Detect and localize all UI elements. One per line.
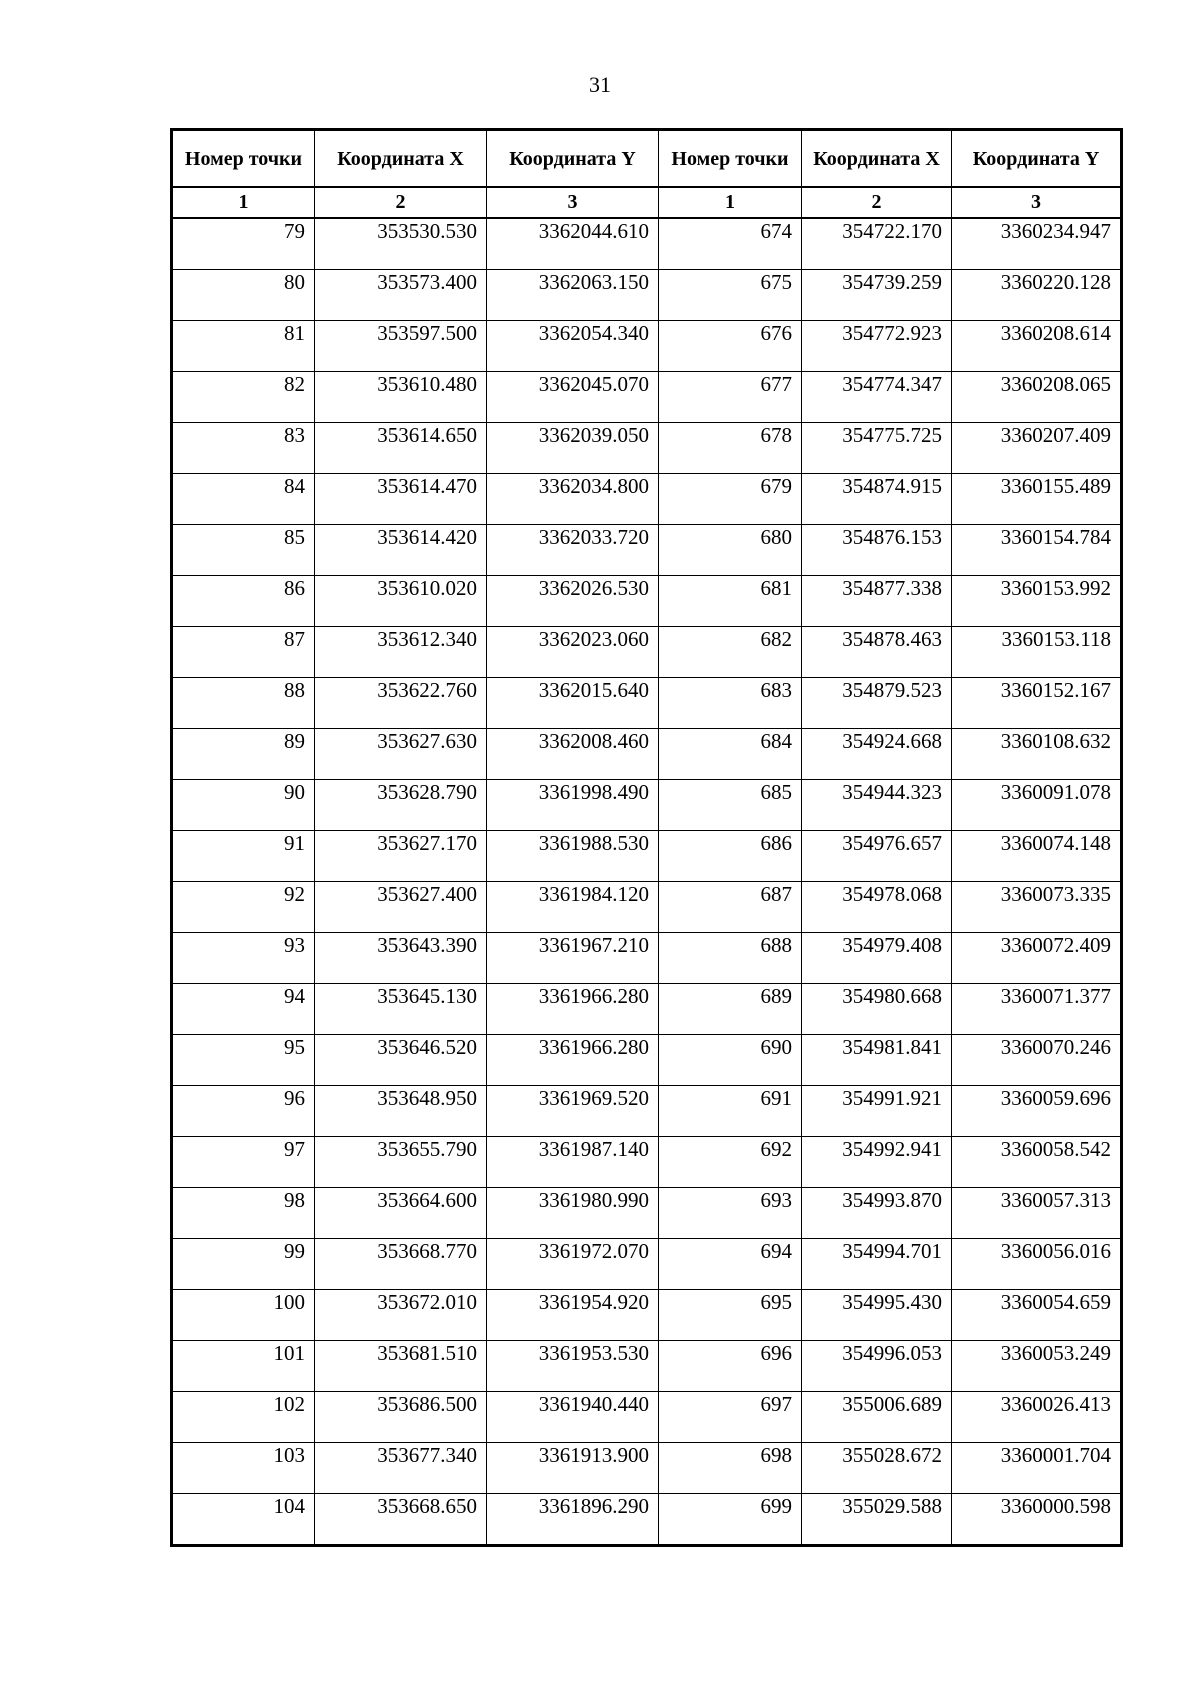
table-row — [172, 1494, 1122, 1546]
coordinate-y-cell: 3360234.947 — [952, 218, 1122, 270]
point-number-cell: 698 — [659, 1443, 802, 1494]
point-number-cell: 674 — [659, 218, 802, 270]
point-number-cell: 693 — [659, 1188, 802, 1239]
header-coordinate-x: Координата X — [315, 130, 487, 188]
point-number-cell: 676 — [659, 321, 802, 372]
coordinate-y-cell: 3360074.148 — [952, 831, 1122, 882]
coordinate-x-cell: 353628.790 — [315, 780, 487, 831]
coordinate-y-cell: 3360220.128 — [952, 270, 1122, 321]
column-number: 3 — [952, 187, 1122, 218]
coordinate-x-cell: 354976.657 — [802, 831, 952, 882]
coordinate-x-cell: 354979.408 — [802, 933, 952, 984]
point-number-cell: 85 — [172, 525, 315, 576]
coordinate-x-cell: 354876.153 — [802, 525, 952, 576]
point-number-cell: 93 — [172, 933, 315, 984]
table-row — [172, 882, 1122, 933]
coordinate-y-cell: 3362044.610 — [487, 218, 659, 270]
coordinate-y-cell: 3361966.280 — [487, 1035, 659, 1086]
coordinate-y-cell: 3361954.920 — [487, 1290, 659, 1341]
coordinate-y-cell: 3361953.530 — [487, 1341, 659, 1392]
coordinate-y-cell: 3361966.280 — [487, 984, 659, 1035]
point-number-cell: 97 — [172, 1137, 315, 1188]
coordinate-x-cell: 354722.170 — [802, 218, 952, 270]
table-row — [172, 678, 1122, 729]
column-number: 1 — [172, 187, 315, 218]
table-row — [172, 321, 1122, 372]
coordinate-x-cell: 354772.923 — [802, 321, 952, 372]
point-number-cell: 94 — [172, 984, 315, 1035]
table-row — [172, 474, 1122, 525]
coordinate-x-cell: 354874.915 — [802, 474, 952, 525]
coordinate-x-cell: 353645.130 — [315, 984, 487, 1035]
coordinate-x-cell: 354774.347 — [802, 372, 952, 423]
coordinate-y-cell: 3360071.377 — [952, 984, 1122, 1035]
coordinate-y-cell: 3361940.440 — [487, 1392, 659, 1443]
coordinate-x-cell: 355029.588 — [802, 1494, 952, 1546]
coordinate-y-cell: 3360091.078 — [952, 780, 1122, 831]
coordinate-x-cell: 353668.770 — [315, 1239, 487, 1290]
coordinate-y-cell: 3360053.249 — [952, 1341, 1122, 1392]
table-row — [172, 1188, 1122, 1239]
table-row — [172, 525, 1122, 576]
coordinate-x-cell: 353597.500 — [315, 321, 487, 372]
table-row — [172, 218, 1122, 270]
coordinate-y-cell: 3361988.530 — [487, 831, 659, 882]
coordinate-y-cell: 3360207.409 — [952, 423, 1122, 474]
table-row — [172, 984, 1122, 1035]
header-coordinate-x-2: Координата X — [802, 130, 952, 188]
coordinate-x-cell: 353622.760 — [315, 678, 487, 729]
coordinate-x-cell: 353614.650 — [315, 423, 487, 474]
point-number-cell: 685 — [659, 780, 802, 831]
coordinate-x-cell: 353610.020 — [315, 576, 487, 627]
coordinate-x-cell: 355006.689 — [802, 1392, 952, 1443]
point-number-cell: 80 — [172, 270, 315, 321]
coordinate-y-cell: 3360059.696 — [952, 1086, 1122, 1137]
coordinate-y-cell: 3361998.490 — [487, 780, 659, 831]
coordinate-x-cell: 353677.340 — [315, 1443, 487, 1494]
coordinate-x-cell: 354994.701 — [802, 1239, 952, 1290]
coordinate-x-cell: 354993.870 — [802, 1188, 952, 1239]
point-number-cell: 96 — [172, 1086, 315, 1137]
point-number-cell: 104 — [172, 1494, 315, 1546]
coordinate-x-cell: 353672.010 — [315, 1290, 487, 1341]
point-number-cell: 100 — [172, 1290, 315, 1341]
page-number: 31 — [589, 72, 611, 97]
coordinate-x-cell: 353646.520 — [315, 1035, 487, 1086]
point-number-cell: 84 — [172, 474, 315, 525]
table-row — [172, 729, 1122, 780]
point-number-cell: 83 — [172, 423, 315, 474]
coordinate-x-cell: 354739.259 — [802, 270, 952, 321]
table-row — [172, 423, 1122, 474]
coordinate-x-cell: 353573.400 — [315, 270, 487, 321]
coordinate-y-cell: 3360108.632 — [952, 729, 1122, 780]
table-row — [172, 627, 1122, 678]
coordinate-y-cell: 3361980.990 — [487, 1188, 659, 1239]
point-number-cell: 86 — [172, 576, 315, 627]
point-number-cell: 688 — [659, 933, 802, 984]
coordinate-y-cell: 3360154.784 — [952, 525, 1122, 576]
coordinate-y-cell: 3362045.070 — [487, 372, 659, 423]
coordinate-x-cell: 353627.630 — [315, 729, 487, 780]
coordinate-y-cell: 3360026.413 — [952, 1392, 1122, 1443]
header-coordinate-y: Координата Y — [487, 130, 659, 188]
coordinates-table — [170, 128, 1123, 1547]
table-row — [172, 1086, 1122, 1137]
point-number-cell: 690 — [659, 1035, 802, 1086]
coordinate-y-cell: 3360208.065 — [952, 372, 1122, 423]
coordinate-y-cell: 3361913.900 — [487, 1443, 659, 1494]
coordinate-x-cell: 353610.480 — [315, 372, 487, 423]
coordinate-y-cell: 3362034.800 — [487, 474, 659, 525]
coordinate-y-cell: 3362015.640 — [487, 678, 659, 729]
table-row — [172, 270, 1122, 321]
coordinate-y-cell: 3360054.659 — [952, 1290, 1122, 1341]
point-number-cell: 681 — [659, 576, 802, 627]
table-row — [172, 372, 1122, 423]
table-header-row — [172, 130, 1122, 188]
table-row — [172, 780, 1122, 831]
coordinate-y-cell: 3362033.720 — [487, 525, 659, 576]
table-row — [172, 1443, 1122, 1494]
point-number-cell: 90 — [172, 780, 315, 831]
coordinate-y-cell: 3362054.340 — [487, 321, 659, 372]
column-number: 1 — [659, 187, 802, 218]
coordinate-x-cell: 354775.725 — [802, 423, 952, 474]
point-number-cell: 87 — [172, 627, 315, 678]
coordinate-y-cell: 3361969.520 — [487, 1086, 659, 1137]
point-number-cell: 103 — [172, 1443, 315, 1494]
point-number-cell: 89 — [172, 729, 315, 780]
table-row — [172, 831, 1122, 882]
point-number-cell: 695 — [659, 1290, 802, 1341]
point-number-cell: 689 — [659, 984, 802, 1035]
table-row — [172, 1137, 1122, 1188]
coordinate-x-cell: 353627.170 — [315, 831, 487, 882]
coordinate-x-cell: 354981.841 — [802, 1035, 952, 1086]
coordinate-y-cell: 3360153.118 — [952, 627, 1122, 678]
point-number-cell: 102 — [172, 1392, 315, 1443]
coordinate-y-cell: 3360152.167 — [952, 678, 1122, 729]
coordinate-y-cell: 3360073.335 — [952, 882, 1122, 933]
table-row — [172, 933, 1122, 984]
point-number-cell: 99 — [172, 1239, 315, 1290]
point-number-cell: 82 — [172, 372, 315, 423]
point-number-cell: 697 — [659, 1392, 802, 1443]
coordinate-y-cell: 3362063.150 — [487, 270, 659, 321]
coordinate-y-cell: 3362039.050 — [487, 423, 659, 474]
coordinate-x-cell: 353627.400 — [315, 882, 487, 933]
coordinate-y-cell: 3361896.290 — [487, 1494, 659, 1546]
coordinate-y-cell: 3360000.598 — [952, 1494, 1122, 1546]
coordinate-x-cell: 353686.500 — [315, 1392, 487, 1443]
coordinate-x-cell: 354944.323 — [802, 780, 952, 831]
coordinate-x-cell: 354995.430 — [802, 1290, 952, 1341]
point-number-cell: 679 — [659, 474, 802, 525]
point-number-cell: 95 — [172, 1035, 315, 1086]
coordinate-x-cell: 353668.650 — [315, 1494, 487, 1546]
coordinate-x-cell: 353643.390 — [315, 933, 487, 984]
coordinate-y-cell: 3360070.246 — [952, 1035, 1122, 1086]
header-coordinate-y-2: Координата Y — [952, 130, 1122, 188]
table-row — [172, 576, 1122, 627]
point-number-cell: 678 — [659, 423, 802, 474]
point-number-cell: 696 — [659, 1341, 802, 1392]
column-number: 3 — [487, 187, 659, 218]
point-number-cell: 81 — [172, 321, 315, 372]
point-number-cell: 684 — [659, 729, 802, 780]
column-number: 2 — [802, 187, 952, 218]
point-number-cell: 677 — [659, 372, 802, 423]
point-number-cell: 680 — [659, 525, 802, 576]
point-number-cell: 694 — [659, 1239, 802, 1290]
coordinate-x-cell: 353681.510 — [315, 1341, 487, 1392]
coordinate-y-cell: 3362023.060 — [487, 627, 659, 678]
point-number-cell: 91 — [172, 831, 315, 882]
coordinate-y-cell: 3360155.489 — [952, 474, 1122, 525]
point-number-cell: 692 — [659, 1137, 802, 1188]
point-number-cell: 691 — [659, 1086, 802, 1137]
table-row — [172, 1239, 1122, 1290]
coordinate-x-cell: 353664.600 — [315, 1188, 487, 1239]
coordinate-x-cell: 354924.668 — [802, 729, 952, 780]
point-number-cell: 675 — [659, 270, 802, 321]
point-number-cell: 683 — [659, 678, 802, 729]
table-row — [172, 1290, 1122, 1341]
coordinate-y-cell: 3360001.704 — [952, 1443, 1122, 1494]
coordinate-x-cell: 354978.068 — [802, 882, 952, 933]
coordinate-x-cell: 353655.790 — [315, 1137, 487, 1188]
table-row — [172, 1392, 1122, 1443]
coordinate-x-cell: 354991.921 — [802, 1086, 952, 1137]
point-number-cell: 686 — [659, 831, 802, 882]
point-number-cell: 101 — [172, 1341, 315, 1392]
point-number-cell: 687 — [659, 882, 802, 933]
point-number-cell: 699 — [659, 1494, 802, 1546]
table-row — [172, 1035, 1122, 1086]
coordinate-y-cell: 3360208.614 — [952, 321, 1122, 372]
coordinate-x-cell: 353614.420 — [315, 525, 487, 576]
table-body — [172, 218, 1122, 1546]
coordinate-x-cell: 354992.941 — [802, 1137, 952, 1188]
coordinate-y-cell: 3360058.542 — [952, 1137, 1122, 1188]
table-row — [172, 1341, 1122, 1392]
header-point-number-2: Номер точки — [659, 130, 802, 188]
point-number-cell: 98 — [172, 1188, 315, 1239]
coordinate-y-cell: 3362008.460 — [487, 729, 659, 780]
coordinate-x-cell: 354879.523 — [802, 678, 952, 729]
coordinate-y-cell: 3361984.120 — [487, 882, 659, 933]
coordinate-x-cell: 353612.340 — [315, 627, 487, 678]
coordinate-y-cell: 3361987.140 — [487, 1137, 659, 1188]
coordinate-y-cell: 3361967.210 — [487, 933, 659, 984]
coordinate-x-cell: 354878.463 — [802, 627, 952, 678]
coordinate-x-cell: 354996.053 — [802, 1341, 952, 1392]
coordinate-x-cell: 353614.470 — [315, 474, 487, 525]
coordinate-x-cell: 353648.950 — [315, 1086, 487, 1137]
coordinate-x-cell: 353530.530 — [315, 218, 487, 270]
point-number-cell: 88 — [172, 678, 315, 729]
point-number-cell: 92 — [172, 882, 315, 933]
coordinate-y-cell: 3360072.409 — [952, 933, 1122, 984]
coordinate-y-cell: 3361972.070 — [487, 1239, 659, 1290]
coordinate-x-cell: 355028.672 — [802, 1443, 952, 1494]
point-number-cell: 79 — [172, 218, 315, 270]
column-number-row — [172, 187, 1122, 218]
header-point-number: Номер точки — [172, 130, 315, 188]
coordinate-y-cell: 3360057.313 — [952, 1188, 1122, 1239]
coordinate-y-cell: 3362026.530 — [487, 576, 659, 627]
coordinate-y-cell: 3360056.016 — [952, 1239, 1122, 1290]
coordinate-x-cell: 354877.338 — [802, 576, 952, 627]
point-number-cell: 682 — [659, 627, 802, 678]
coordinate-y-cell: 3360153.992 — [952, 576, 1122, 627]
coordinate-x-cell: 354980.668 — [802, 984, 952, 1035]
column-number: 2 — [315, 187, 487, 218]
